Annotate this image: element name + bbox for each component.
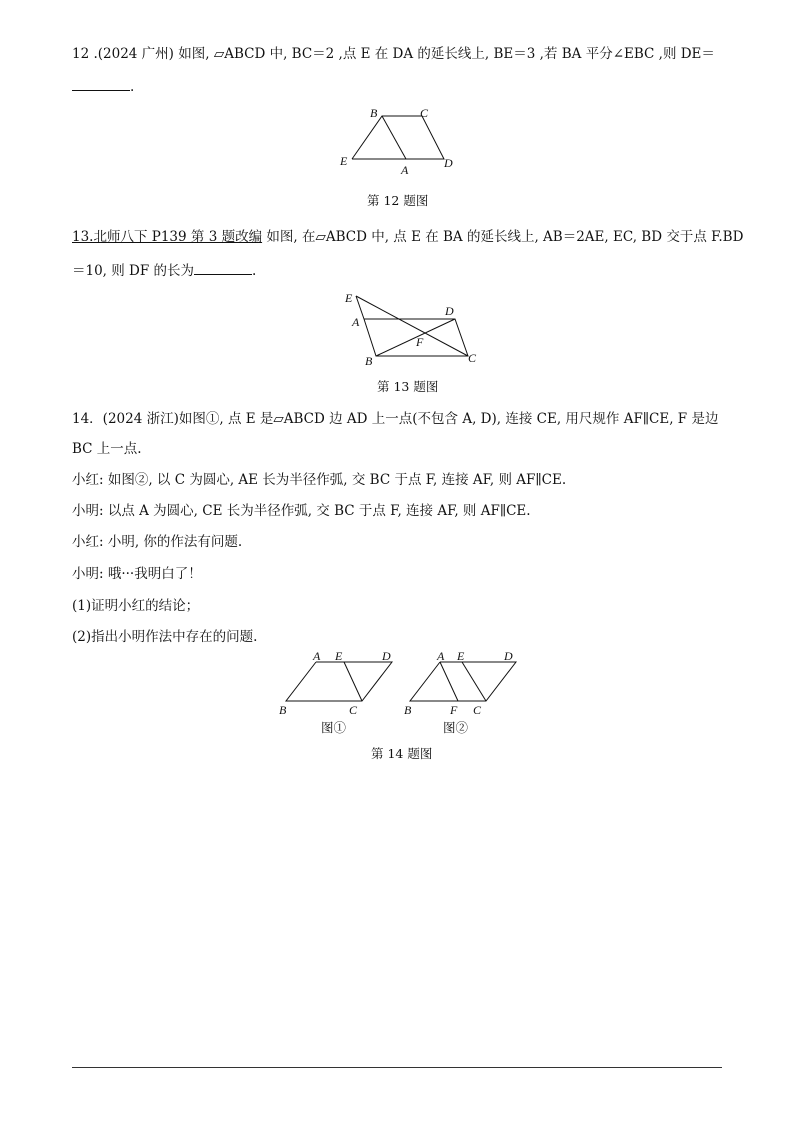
q14-fig2-label-b: B (404, 703, 412, 717)
answer-blank (72, 76, 130, 91)
q12-label-e: E (340, 154, 348, 168)
q14-fig2-segment-ec (462, 662, 486, 701)
q14-text-line3: 小红: 如图②, 以 C 为圆心, AE 长为半径作弧, 交 BC 于点 F, 连接 AF, 则 AF∥CE. (72, 472, 567, 488)
q13-label-c: C (468, 351, 477, 365)
q13-figure (342, 288, 482, 370)
q14-fig1-label-d: D (382, 649, 391, 663)
q12-period: . (130, 79, 135, 95)
q12-caption: 第 12 题图 (367, 193, 429, 208)
q13-label-f: F (416, 335, 424, 349)
q14-fig2-segment-af (440, 662, 458, 701)
q14-fig1-label-a: A (313, 649, 321, 663)
q12-text-line2 (72, 76, 134, 97)
q14-text-line6: 小明: 哦···我明白了！ (72, 566, 202, 582)
q14-fig2-label-a: A (437, 649, 445, 663)
q12-label-a: A (401, 163, 409, 177)
q12-parallelogram (352, 116, 444, 159)
q14-fig2-label-e: E (457, 649, 465, 663)
answer-blank (194, 260, 252, 275)
q14-text-line5: 小红: 小明, 你的作法有问题. (72, 534, 243, 550)
q14-text-line4: 小明: 以点 A 为圆心, CE 长为半径作弧, 交 BC 于点 F, 连接 AF, 则 AF∥CE. (72, 503, 531, 519)
q14-fig1-label-e: E (335, 649, 343, 663)
q14-fig2-label-c: C (473, 703, 482, 717)
q14-fig1-segment-ec (344, 662, 362, 701)
q13-source: 13.北师八下 P139 第 3 题改编 (72, 229, 263, 245)
q13-label-e: E (345, 291, 353, 305)
q14-fig1-parallelogram (286, 662, 392, 701)
q14-text-line7: (1)证明小红的结论； (72, 598, 200, 614)
footer-divider (72, 1067, 722, 1068)
q12-figure (336, 104, 466, 180)
q12-label-d: D (444, 156, 453, 170)
q14-fig2-caption: 图② (443, 720, 469, 735)
q12-segment-ba (382, 116, 406, 159)
q14-fig1-label-c: C (349, 703, 358, 717)
q14-fig1-caption: 图① (321, 720, 347, 735)
q14-text-line1: 14．(2024 浙江)如图①, 点 E 是▱ABCD 边 AD 上一点(不包含 A, D), 连接 CE, 用尺规作 AF∥CE, F 是边 (72, 411, 719, 427)
q14-fig2-label-f: F (450, 703, 458, 717)
q14-fig2-label-d: D (504, 649, 513, 663)
q13-caption: 第 13 题图 (377, 379, 439, 394)
q14-text-line8: (2)指出小明作法中存在的问题. (72, 629, 258, 645)
q14-caption: 第 14 题图 (371, 746, 433, 761)
q12-label-b: B (370, 106, 378, 120)
q12-label-c: C (420, 106, 429, 120)
q13-label-b: B (365, 354, 373, 368)
q13-text-line1: 13.北师八下 P139 第 3 题改编 如图, 在▱ABCD 中, 点 E 在 BA 的延长线上, AB＝2AE, EC, BD 交于点 F.BD (72, 229, 744, 245)
q13-label-a: A (352, 315, 360, 329)
q13-text-line2: ＝10, 则 DF 的长为 . (72, 260, 256, 281)
q13-label-d: D (445, 304, 454, 318)
q14-text-line2: BC 上一点. (72, 441, 142, 457)
q12-text-line1: 12 .(2024 广州) 如图, ▱ABCD 中, BC＝2 ,点 E 在 DA 的延长线上, BE＝3 ,若 BA 平分∠EBC ,则 DE＝ (72, 46, 715, 62)
q14-fig2-parallelogram (410, 662, 516, 701)
q14-fig1-label-b: B (279, 703, 287, 717)
